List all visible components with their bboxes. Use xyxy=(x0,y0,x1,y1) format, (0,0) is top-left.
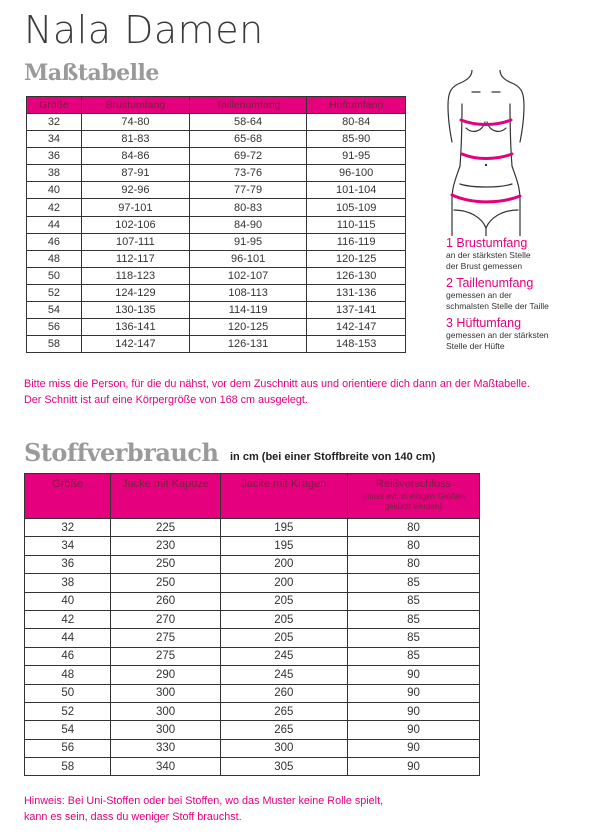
table-row xyxy=(25,592,480,610)
table-row xyxy=(27,182,406,199)
table-cell: 91-95 xyxy=(307,148,406,165)
size-table-header-row xyxy=(27,97,406,114)
waist-col-header: Taillenumfang xyxy=(189,97,306,114)
table-cell: 270 xyxy=(111,610,220,628)
table-row xyxy=(27,114,406,131)
zipper-col-title: Reißverschluss xyxy=(375,478,452,490)
table-cell: 101-104 xyxy=(307,182,406,199)
table-cell: 56 xyxy=(27,319,82,336)
table-row xyxy=(27,250,406,267)
table-cell: 300 xyxy=(220,739,347,757)
table-row xyxy=(25,629,480,647)
table-cell: 225 xyxy=(111,519,220,537)
table-cell: 142-147 xyxy=(307,319,406,336)
size-table-heading: Maßtabelle xyxy=(24,60,159,86)
table-cell: 205 xyxy=(220,592,347,610)
table-cell: 34 xyxy=(25,537,111,555)
table-cell: 38 xyxy=(27,165,82,182)
body-measurement-figure xyxy=(436,70,536,236)
navel xyxy=(485,164,487,166)
table-cell: 84-90 xyxy=(189,216,306,233)
table-cell: 97-101 xyxy=(81,199,189,216)
table-cell: 32 xyxy=(27,114,82,131)
table-cell: 73-76 xyxy=(189,165,306,182)
legend-title: 1 Brustumfang xyxy=(446,236,528,250)
table-cell: 50 xyxy=(25,684,111,702)
table-cell: 90 xyxy=(348,684,480,702)
table-cell: 85-90 xyxy=(307,131,406,148)
table-cell: 65-68 xyxy=(189,131,306,148)
table-row xyxy=(25,758,480,776)
table-cell: 245 xyxy=(220,666,347,684)
table-cell: 87-91 xyxy=(81,165,189,182)
measure-note-line1: Bitte miss die Person, für die du nähst, vor dem Zuschnitt aus und orientiere dich dann an der Maßtabelle. xyxy=(24,378,530,390)
table-cell: 124-129 xyxy=(81,284,189,301)
table-cell: 58-64 xyxy=(189,114,306,131)
table-cell: 107-111 xyxy=(81,233,189,250)
size-col-header: Größe xyxy=(27,97,82,114)
table-cell: 136-141 xyxy=(81,319,189,336)
table-cell: 46 xyxy=(25,647,111,665)
table-row xyxy=(27,284,406,301)
legend-title: 3 Hüftumfang xyxy=(446,316,522,330)
table-cell: 44 xyxy=(27,216,82,233)
table-cell: 105-109 xyxy=(307,199,406,216)
table-cell: 265 xyxy=(220,721,347,739)
table-cell: 340 xyxy=(111,758,220,776)
collar-jacket-col-header: Jacke mit Kragen xyxy=(220,474,347,519)
table-cell: 48 xyxy=(27,250,82,267)
table-row xyxy=(25,647,480,665)
table-cell: 126-130 xyxy=(307,267,406,284)
table-cell: 114-119 xyxy=(189,302,306,319)
table-cell: 126-131 xyxy=(189,336,306,353)
table-cell: 80 xyxy=(348,555,480,573)
table-cell: 46 xyxy=(27,233,82,250)
table-cell: 92-96 xyxy=(81,182,189,199)
table-cell: 102-106 xyxy=(81,216,189,233)
table-cell: 32 xyxy=(25,519,111,537)
table-cell: 40 xyxy=(27,182,82,199)
legend-item-bust xyxy=(446,236,596,272)
hip-col-header: Hüftumfang xyxy=(307,97,406,114)
table-cell: 85 xyxy=(348,610,480,628)
legend-desc: gemessen an der stärksten xyxy=(446,330,549,340)
measure-note xyxy=(24,376,530,408)
table-cell: 52 xyxy=(25,702,111,720)
table-cell: 58 xyxy=(25,758,111,776)
table-row xyxy=(25,702,480,720)
table-cell: 38 xyxy=(25,574,111,592)
table-cell: 85 xyxy=(348,592,480,610)
fabric-table xyxy=(24,473,480,776)
table-cell: 69-72 xyxy=(189,148,306,165)
table-cell: 250 xyxy=(111,555,220,573)
table-row xyxy=(27,267,406,284)
legend-desc: Stelle der Hüfte xyxy=(446,341,505,351)
table-cell: 250 xyxy=(111,574,220,592)
fabric-note-line2: kann es sein, dass du weniger Stoff brauchst. xyxy=(24,811,242,823)
table-cell: 195 xyxy=(220,537,347,555)
table-cell: 36 xyxy=(27,148,82,165)
hood-jacket-col-header: Jacke mit Kapuze xyxy=(111,474,220,519)
table-cell: 131-136 xyxy=(307,284,406,301)
table-cell: 80-83 xyxy=(189,199,306,216)
table-cell: 91-95 xyxy=(189,233,306,250)
table-cell: 275 xyxy=(111,629,220,647)
table-cell: 48 xyxy=(25,666,111,684)
fabric-subheading: in cm (bei einer Stoffbreite von 140 cm) xyxy=(230,451,436,463)
table-cell: 205 xyxy=(220,610,347,628)
table-cell: 96-100 xyxy=(307,165,406,182)
table-row xyxy=(25,537,480,555)
page-title: Nala Damen xyxy=(24,8,264,52)
table-cell: 58 xyxy=(27,336,82,353)
table-cell: 80-84 xyxy=(307,114,406,131)
size-col-header: Größe xyxy=(25,474,111,519)
table-cell: 90 xyxy=(348,702,480,720)
bust-col-header: Brustumfang xyxy=(81,97,189,114)
legend-desc: der Brust gemessen xyxy=(446,261,523,271)
table-cell: 90 xyxy=(348,758,480,776)
table-cell: 77-79 xyxy=(189,182,306,199)
table-cell: 275 xyxy=(111,647,220,665)
table-cell: 120-125 xyxy=(189,319,306,336)
fabric-table-header-row xyxy=(25,474,480,519)
table-row xyxy=(27,336,406,353)
table-cell: 300 xyxy=(111,684,220,702)
legend-item-waist xyxy=(446,276,596,312)
table-cell: 36 xyxy=(25,555,111,573)
table-cell: 96-101 xyxy=(189,250,306,267)
table-cell: 300 xyxy=(111,702,220,720)
fabric-note-line1: Hinweis: Bei Uni-Stoffen oder bei Stoffen, wo das Muster keine Rolle spielt, xyxy=(24,795,384,807)
table-row xyxy=(27,319,406,336)
table-row xyxy=(27,131,406,148)
table-row xyxy=(25,739,480,757)
table-row xyxy=(27,148,406,165)
table-row xyxy=(25,721,480,739)
table-cell: 230 xyxy=(111,537,220,555)
table-cell: 130-135 xyxy=(81,302,189,319)
zipper-col-header xyxy=(348,474,480,519)
table-cell: 245 xyxy=(220,647,347,665)
table-cell: 260 xyxy=(111,592,220,610)
table-cell: 85 xyxy=(348,647,480,665)
table-cell: 148-153 xyxy=(307,336,406,353)
table-cell: 137-141 xyxy=(307,302,406,319)
table-cell: 54 xyxy=(25,721,111,739)
table-cell: 90 xyxy=(348,739,480,757)
table-cell: 102-107 xyxy=(189,267,306,284)
size-table xyxy=(26,96,406,353)
table-row xyxy=(25,519,480,537)
table-cell: 118-123 xyxy=(81,267,189,284)
table-cell: 84-86 xyxy=(81,148,189,165)
hip-line xyxy=(452,195,520,202)
table-cell: 290 xyxy=(111,666,220,684)
legend-item-hip xyxy=(446,316,596,352)
fabric-note xyxy=(24,793,383,825)
table-cell: 200 xyxy=(220,555,347,573)
table-cell: 305 xyxy=(220,758,347,776)
table-row xyxy=(27,233,406,250)
size-table-body xyxy=(27,114,406,353)
table-cell: 42 xyxy=(25,610,111,628)
table-cell: 74-80 xyxy=(81,114,189,131)
table-row xyxy=(25,574,480,592)
table-cell: 54 xyxy=(27,302,82,319)
table-cell: 195 xyxy=(220,519,347,537)
table-row xyxy=(27,216,406,233)
table-row xyxy=(25,555,480,573)
table-cell: 40 xyxy=(25,592,111,610)
table-cell: 80 xyxy=(348,537,480,555)
table-cell: 116-119 xyxy=(307,233,406,250)
table-cell: 50 xyxy=(27,267,82,284)
zipper-col-note: (muss evt. in einigen Größen gekürzt werden) xyxy=(362,492,465,511)
bust-line xyxy=(461,120,511,125)
table-row xyxy=(25,610,480,628)
legend-desc: an der stärksten Stelle xyxy=(446,250,531,260)
legend-desc: schmalsten Stelle der Taille xyxy=(446,301,549,311)
table-cell: 90 xyxy=(348,666,480,684)
table-cell: 42 xyxy=(27,199,82,216)
table-cell: 330 xyxy=(111,739,220,757)
table-cell: 85 xyxy=(348,574,480,592)
table-cell: 80 xyxy=(348,519,480,537)
table-cell: 108-113 xyxy=(189,284,306,301)
table-row xyxy=(25,684,480,702)
table-row xyxy=(27,199,406,216)
table-cell: 110-115 xyxy=(307,216,406,233)
table-cell: 112-117 xyxy=(81,250,189,267)
table-cell: 44 xyxy=(25,629,111,647)
table-row xyxy=(27,302,406,319)
table-cell: 205 xyxy=(220,629,347,647)
table-row xyxy=(27,165,406,182)
measure-note-line2: Der Schnitt ist auf eine Körpergröße von 168 cm ausgelegt. xyxy=(24,394,308,406)
table-cell: 260 xyxy=(220,684,347,702)
waist-line xyxy=(462,154,512,159)
table-cell: 120-125 xyxy=(307,250,406,267)
table-cell: 142-147 xyxy=(81,336,189,353)
legend-title: 2 Taillenumfang xyxy=(446,276,534,290)
table-cell: 52 xyxy=(27,284,82,301)
measurement-legend xyxy=(446,236,596,356)
table-cell: 300 xyxy=(111,721,220,739)
table-cell: 200 xyxy=(220,574,347,592)
legend-desc: gemessen an der xyxy=(446,290,512,300)
table-cell: 56 xyxy=(25,739,111,757)
table-cell: 81-83 xyxy=(81,131,189,148)
table-cell: 265 xyxy=(220,702,347,720)
table-cell: 85 xyxy=(348,629,480,647)
table-row xyxy=(25,666,480,684)
fabric-table-body xyxy=(25,519,480,776)
table-cell: 34 xyxy=(27,131,82,148)
table-cell: 90 xyxy=(348,721,480,739)
fabric-heading: Stoffverbrauch xyxy=(24,438,219,467)
